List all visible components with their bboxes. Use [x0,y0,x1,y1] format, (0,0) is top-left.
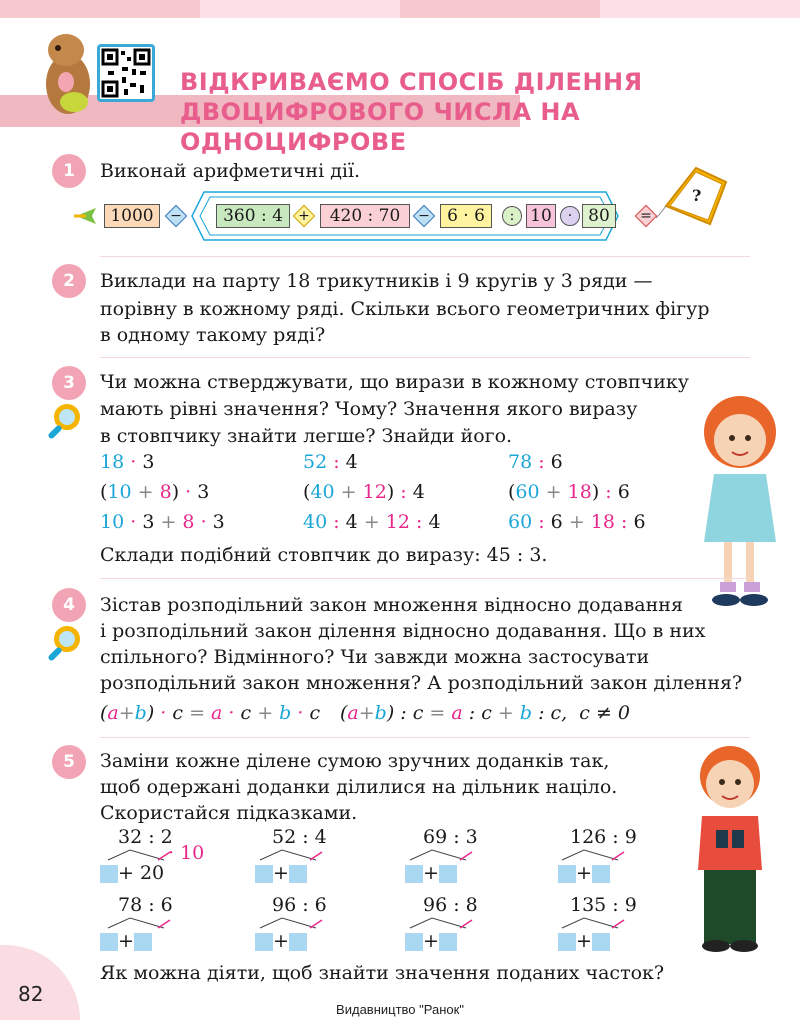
formula-division: (a+b) : c = a : c + b : c, c ≠ 0 [340,702,630,724]
plus-sign: + [118,930,134,952]
separator [100,357,750,358]
expression: 60 : 6 + 18 : 6 [508,511,646,533]
task-text-line: і розподільний закон ділення відносно додавання. Що в них [100,620,706,642]
task-text-line: розподільний закон множення? А розподільний закон ділення? [100,672,743,694]
kite-question: ? [692,186,702,205]
plus-sign: + [423,930,439,952]
blank-box[interactable] [558,865,576,883]
task-number: 1 [52,154,86,188]
answer-blanks [255,930,307,952]
chain-b: 420 : 70 [320,204,410,228]
blank-box[interactable] [558,933,576,951]
blank-box[interactable] [592,933,610,951]
chain-a: 360 : 4 [216,204,290,228]
expression: 10 · 3 + 8 · 3 [100,511,225,533]
division-expression: 32 : 2 [118,826,173,848]
task-text-line: Заміни кожне ділене сумою зручних доданків так, [100,750,610,772]
chain-d: 10 [526,204,556,228]
answer-blanks [100,930,152,952]
answer-blanks [405,862,457,884]
division-expression: 52 : 4 [272,826,327,848]
task-question: Як можна діяти, щоб знайти значення поданих часток? [100,962,665,984]
task-text-line: мають рівні значення? Чому? Значення якого виразу [100,398,638,420]
plus-sign: + [273,862,289,884]
task-number: 3 [52,366,86,400]
blank-box[interactable] [289,865,307,883]
plus-sign: + [423,862,439,884]
magnifier-icon [54,626,80,652]
qr-code-icon[interactable] [97,44,155,102]
chain-e: 80 [582,204,616,228]
title-line-2: ДВОЦИФРОВОГО ЧИСЛА НА ОДНОЦИФРОВЕ [180,98,581,156]
expression: 52 : 4 [303,451,358,473]
boy-illustration [680,738,780,956]
task-text-line: в стовпчику знайти легше? Знайди його. [100,425,513,447]
division-expression: 135 : 9 [570,894,637,916]
chain-start: 1000 [104,204,160,228]
hint-multiply: · 10 [168,842,205,864]
page-title [180,67,800,157]
task-text-line: Виклади на парту 18 трикутників і 9 кругів у 3 ряди — [100,270,653,292]
publisher: Видавництво "Ранок" [336,1002,464,1017]
answer-blanks [405,930,457,952]
task-text-line: Зістав розподільний закон множення відносно додавання [100,594,683,616]
chain-c: 6 · 6 [440,204,492,228]
division-expression: 126 : 9 [570,826,637,848]
op-plus: + [298,208,310,224]
blank-box[interactable] [100,865,118,883]
blank-box[interactable] [592,865,610,883]
op-circle: : [502,206,522,226]
separator [100,737,750,738]
leaf-pointer-icon [72,200,104,232]
answer-blanks [100,862,164,884]
op-minus: − [170,208,182,224]
task-text-line: спільного? Відмінного? Чи завжди можна застосувати [100,646,650,668]
task-text-line: порівну в кожному ряді. Скільки всього геометричних фігур [100,298,710,320]
blank-box[interactable] [405,865,423,883]
expression: 40 : 4 + 12 : 4 [303,511,441,533]
blank-box[interactable] [289,933,307,951]
division-expression: 78 : 6 [118,894,173,916]
expression: (60 + 18) : 6 [508,481,630,503]
answer-blanks [558,862,610,884]
magnifier-icon [54,404,80,430]
op-circle: · [560,206,580,226]
blank-box[interactable] [100,933,118,951]
blank-box[interactable] [439,865,457,883]
capybara-mascot [38,22,98,122]
blank-box[interactable] [255,933,273,951]
expression: (40 + 12) : 4 [303,481,425,503]
plus-sign: + [576,862,592,884]
answer-blanks [558,930,610,952]
task-number: 2 [52,264,86,298]
division-expression: 69 : 3 [423,826,478,848]
task-text-line: щоб одержані доданки ділилися на дільник націло. [100,776,618,798]
answer-blanks [255,862,307,884]
blank-box[interactable] [439,933,457,951]
task-footer: Склади подібний стовпчик до виразу: 45 : 3. [100,544,548,566]
blank-box[interactable] [134,933,152,951]
division-expression: 96 : 6 [272,894,327,916]
blank-box[interactable] [405,933,423,951]
task-text-line: Скористайся підказками. [100,802,358,824]
formula-multiplication: (a+b) · c = a · c + b · c [100,702,321,724]
task-number: 4 [52,588,86,622]
separator [100,256,750,257]
task-text-line: в одному такому ряді? [100,324,326,346]
division-expression: 96 : 8 [423,894,478,916]
task-text: Виконай арифметичні дії. [100,160,361,182]
plus-sign: + [576,930,592,952]
blank-box[interactable] [255,865,273,883]
task-text-line: Чи можна стверджувати, що вирази в кожному стовпчику [100,371,689,393]
op-equals: = [640,208,652,224]
page-number: 82 [18,982,44,1006]
plus-sign: + [273,930,289,952]
op-minus: − [418,208,430,224]
top-bar-segment [200,0,400,18]
title-line-1: ВІДКРИВАЄМО СПОСІБ ДІЛЕННЯ [180,68,643,96]
task-number: 5 [52,745,86,779]
expression: 78 : 6 [508,451,563,473]
expression: 18 · 3 [100,451,155,473]
separator [100,578,750,579]
top-bar-segment [600,0,800,18]
hint-add: + 20 [118,862,165,884]
expression: (10 + 8) · 3 [100,481,210,503]
